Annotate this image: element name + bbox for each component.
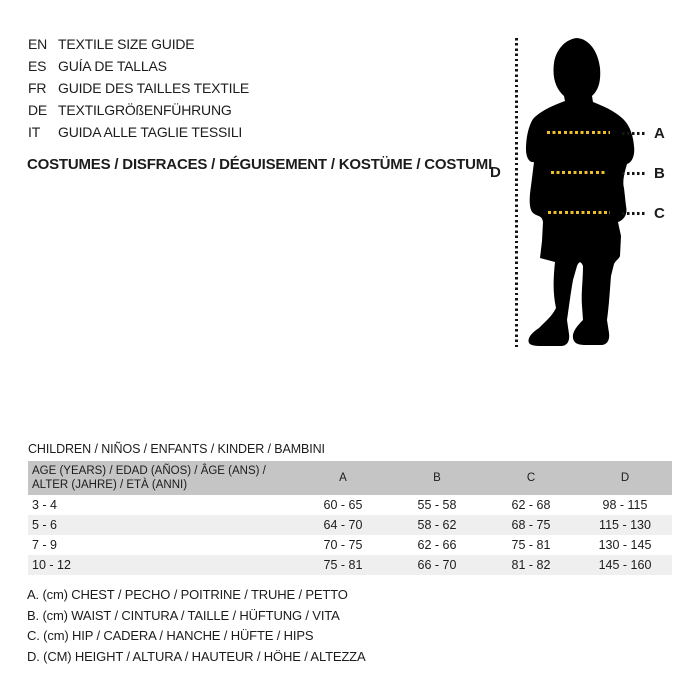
hip-measure-label: C [654, 205, 665, 222]
chest-cell: 60 - 65 [323, 498, 363, 512]
column-header-b: B [433, 472, 441, 484]
category-title: COSTUMES / DISFRACES / DÉGUISEMENT / KOSTÜME / COSTUMI [27, 156, 493, 173]
legend-hip: C. (cm) HIP / CADERA / HANCHE / HÜFTE / HIPS [27, 628, 314, 643]
column-header-a: A [339, 472, 347, 484]
hip-body-dotted-line [548, 211, 610, 214]
age-cell: 7 - 9 [32, 538, 58, 552]
age-header-line2: ALTER (JAHRE) / ETÀ (ANNI) [32, 479, 188, 491]
chest-body-dotted-line [547, 131, 610, 134]
table-row [28, 515, 672, 535]
lang-code: DE [28, 102, 48, 118]
waist-measure-label: B [654, 165, 665, 182]
lang-code: IT [28, 124, 41, 140]
table-row [28, 495, 672, 515]
height-dotted-line [515, 38, 518, 348]
lang-row-fr [28, 80, 249, 102]
hip-cell: 75 - 81 [511, 538, 551, 552]
hip-cell: 81 - 82 [511, 558, 551, 572]
waist-cell: 62 - 66 [417, 538, 457, 552]
waist-leader-dots [622, 172, 646, 175]
waist-cell: 55 - 58 [417, 498, 457, 512]
chest-measure-label: A [654, 125, 665, 142]
lang-label: GUÍA DE TALLAS [58, 58, 167, 74]
lang-label: GUIDA ALLE TAGLIE TESSILI [58, 124, 243, 140]
height-cell: 130 - 145 [598, 538, 652, 552]
table-row [28, 555, 672, 575]
lang-label: GUIDE DES TAILLES TEXTILE [58, 80, 250, 96]
age-cell: 5 - 6 [32, 518, 58, 532]
height-cell: 115 - 130 [599, 518, 651, 532]
lang-label: TEXTILGRÖßENFÜHRUNG [58, 102, 232, 118]
chest-cell: 75 - 81 [323, 558, 363, 572]
column-header-c: C [526, 472, 536, 484]
chest-cell: 70 - 75 [323, 538, 363, 552]
chest-cell: 64 - 70 [323, 518, 363, 532]
height-cell: 145 - 160 [598, 558, 652, 572]
lang-code: FR [28, 80, 47, 96]
hip-leader-dots [622, 212, 646, 215]
chest-leader-dots [622, 132, 646, 135]
height-cell: 98 - 115 [602, 498, 648, 512]
legend-waist: B. (cm) WAIST / CINTURA / TAILLE / HÜFTUNG / VITA [27, 607, 340, 623]
column-header-d: D [620, 472, 630, 484]
table-row [28, 535, 672, 555]
age-header-line1: AGE (YEARS) / EDAD (AÑOS) / ÂGE (ANS) / [32, 465, 266, 477]
lang-row-en [28, 36, 249, 58]
age-column-header [28, 464, 296, 492]
lang-code: EN [28, 36, 48, 52]
measurement-legend [27, 587, 366, 669]
table-title: CHILDREN / NIÑOS / ENFANTS / KINDER / BAMBINI [28, 442, 325, 456]
waist-cell: 58 - 62 [417, 518, 457, 532]
size-table [28, 461, 672, 575]
waist-cell: 66 - 70 [417, 558, 457, 572]
waist-body-dotted-line [551, 171, 607, 174]
lang-row-es [28, 58, 249, 80]
age-cell: 10 - 12 [32, 558, 71, 572]
hip-cell: 68 - 75 [511, 518, 551, 532]
legend-chest: A. (cm) CHEST / PECHO / POITRINE / TRUHE / PETTO [27, 587, 348, 602]
language-title-block [28, 36, 249, 146]
hip-cell: 62 - 68 [511, 498, 551, 512]
height-measure-label: D [490, 164, 501, 181]
age-cell: 3 - 4 [32, 498, 58, 512]
child-silhouette [525, 36, 635, 348]
lang-row-it [28, 124, 249, 146]
lang-code: ES [28, 58, 47, 74]
legend-height: D. (CM) HEIGHT / ALTURA / HAUTEUR / HÖHE / ALTEZZA [27, 648, 366, 664]
lang-label: TEXTILE SIZE GUIDE [58, 36, 195, 52]
table-header-row [28, 461, 672, 495]
lang-row-de [28, 102, 249, 124]
